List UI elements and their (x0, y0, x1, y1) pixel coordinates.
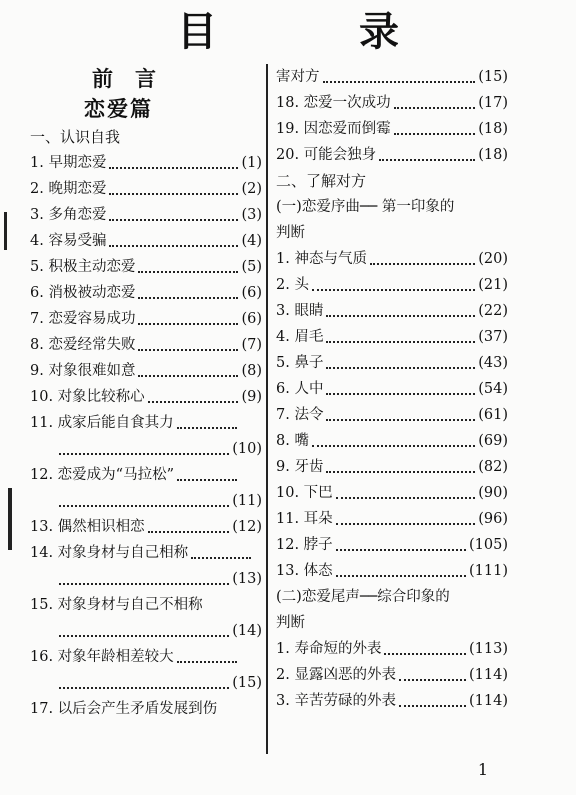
toc-entry-continuation[interactable] (276, 64, 508, 90)
toc-entry[interactable] (276, 454, 508, 480)
leader-dots (109, 244, 238, 247)
toc-entry[interactable] (30, 358, 262, 384)
toc-entry[interactable] (276, 688, 508, 714)
toc-entry-title: 2. 晚期恋爱 (30, 181, 107, 197)
toc-entry-page: (113) (469, 641, 508, 657)
leader-dots (399, 704, 466, 707)
toc-entry-title: 12. 脖子 (276, 537, 333, 553)
toc-entry-page: (96) (478, 511, 508, 527)
leader-dots (177, 426, 237, 429)
toc-entry[interactable] (30, 410, 262, 436)
leader-dots (191, 556, 251, 559)
leader-dots (59, 504, 229, 507)
toc-entry-page: (43) (478, 355, 508, 371)
toc-entry-page: (61) (478, 407, 508, 423)
leader-dots (138, 374, 238, 377)
subsection-first-impression: (一)恋爱序曲── 第一印象的 (276, 199, 455, 215)
toc-entry-page: (21) (478, 277, 508, 293)
toc-entry-title: 12. 恋爱成为“马拉松” (30, 467, 174, 483)
leader-dots (326, 470, 475, 473)
toc-entry[interactable] (30, 202, 262, 228)
toc-entry-title: 3. 多角恋爱 (30, 207, 107, 223)
toc-entry-page: (20) (478, 251, 508, 267)
toc-entry-title: 8. 恋爱经常失败 (30, 337, 136, 353)
leader-dots (336, 496, 476, 499)
leader-dots (59, 686, 229, 689)
scan-mark (4, 212, 7, 250)
toc-entry-title: 15. 对象身材与自己不相称 (30, 597, 203, 613)
leader-dots (177, 660, 237, 663)
toc-entry[interactable] (30, 514, 262, 540)
toc-entry[interactable] (30, 280, 262, 306)
toc-entry-page: (9) (241, 389, 262, 405)
toc-entries-left (30, 150, 262, 722)
toc-entry[interactable] (276, 506, 508, 532)
toc-entry-page: (1) (241, 155, 262, 171)
toc-entry-title: 1. 早期恋爱 (30, 155, 107, 171)
toc-entry-page: (111) (469, 563, 508, 579)
leader-dots (336, 574, 466, 577)
toc-entry-title: 20. 可能会独身 (276, 147, 377, 163)
toc-right-column (276, 64, 508, 714)
toc-entry[interactable] (30, 150, 262, 176)
leader-dots (138, 322, 238, 325)
leader-dots (326, 366, 475, 369)
page-number: 1 (477, 760, 488, 779)
toc-entry-title: 7. 恋爱容易成功 (30, 311, 136, 327)
toc-entry-continuation-line[interactable] (30, 618, 262, 644)
toc-entry[interactable] (276, 324, 508, 350)
toc-entry-page: (6) (241, 285, 262, 301)
section-know-yourself: 一、认识自我 (30, 128, 121, 146)
toc-entry-title: 3. 眼睛 (276, 303, 324, 319)
leader-dots (379, 158, 475, 161)
leader-dots (384, 652, 466, 655)
toc-entry-page: (17) (478, 95, 508, 111)
toc-entry-page: (14) (232, 623, 262, 639)
toc-entry[interactable] (30, 540, 262, 566)
toc-entry-page: (90) (478, 485, 508, 501)
leader-dots (109, 192, 238, 195)
toc-entry-title: 7. 法令 (276, 407, 324, 423)
leader-dots (138, 296, 238, 299)
leader-dots (148, 400, 239, 403)
toc-entry-title: 6. 消极被动恋爱 (30, 285, 136, 301)
subsection-first-impression-cont: 判断 (276, 225, 305, 241)
toc-entry-page: (3) (241, 207, 262, 223)
toc-entry[interactable] (276, 116, 508, 142)
toc-entry[interactable] (30, 332, 262, 358)
toc-entry[interactable] (30, 644, 262, 670)
leader-dots (336, 548, 466, 551)
leader-dots (148, 530, 230, 533)
toc-entry[interactable] (276, 142, 508, 168)
toc-entry[interactable] (30, 462, 262, 488)
toc-entry-title: 13. 偶然相识相恋 (30, 519, 145, 535)
toc-entry-continuation-line[interactable] (30, 488, 262, 514)
toc-entry-page: (114) (469, 693, 508, 709)
toc-entry-title: 11. 成家后能自食其力 (30, 415, 174, 431)
heading-love-chapter: 恋爱篇 (84, 97, 153, 121)
leader-dots (177, 478, 237, 481)
leader-dots (394, 106, 476, 109)
toc-entry[interactable] (276, 662, 508, 688)
toc-entry-title: 5. 积极主动恋爱 (30, 259, 136, 275)
toc-entry-continuation-line[interactable] (30, 566, 262, 592)
toc-entry[interactable] (276, 636, 508, 662)
toc-entry-page: (6) (241, 311, 262, 327)
toc-entries-right-a (276, 90, 508, 168)
toc-entry-title: 9. 牙齿 (276, 459, 324, 475)
leader-dots (326, 340, 475, 343)
section-know-partner: 二、了解对方 (276, 172, 367, 190)
toc-entry[interactable] (30, 176, 262, 202)
toc-entry-title: 8. 嘴 (276, 433, 309, 449)
toc-entry-title: 10. 下巴 (276, 485, 333, 501)
leader-dots (312, 444, 475, 447)
subsection-overall-impression-cont: 判断 (276, 615, 305, 631)
toc-entry-page: (54) (478, 381, 508, 397)
toc-entry-page: (11) (232, 493, 262, 509)
toc-entry[interactable] (30, 592, 262, 618)
toc-entry-page: (18) (478, 147, 508, 163)
heading-foreword-char-1: 前 (92, 67, 115, 91)
toc-entry-page: (22) (478, 303, 508, 319)
toc-entry-page: (2) (241, 181, 262, 197)
toc-entry[interactable] (30, 306, 262, 332)
toc-entries-right-c (276, 636, 508, 714)
toc-entry[interactable] (276, 376, 508, 402)
toc-entry-page: (15) (232, 675, 262, 691)
toc-entry-page: (69) (478, 433, 508, 449)
toc-entry-title: 9. 对象很难如意 (30, 363, 136, 379)
toc-entry[interactable] (276, 558, 508, 584)
heading-foreword-char-2: 言 (135, 67, 158, 91)
leader-dots (326, 392, 475, 395)
leader-dots (138, 348, 238, 351)
toc-entry-title: 4. 眉毛 (276, 329, 324, 345)
toc-entry[interactable] (30, 384, 262, 410)
toc-entry-page: (7) (241, 337, 262, 353)
toc-entry-title: 11. 耳朵 (276, 511, 333, 527)
toc-entry-page: (18) (478, 121, 508, 137)
leader-dots (323, 80, 476, 83)
toc-entry-title: 2. 显露凶恶的外表 (276, 667, 396, 683)
toc-entry[interactable] (276, 272, 508, 298)
toc-entry[interactable] (276, 298, 508, 324)
toc-entry-title: 17. 以后会产生矛盾发展到伤 (30, 701, 218, 717)
scan-mark (8, 488, 12, 550)
toc-entry-title: 1. 寿命短的外表 (276, 641, 382, 657)
leader-dots (312, 288, 475, 291)
toc-entry-page: (5) (241, 259, 262, 275)
subsection-overall-impression: (二)恋爱尾声──综合印象的 (276, 589, 450, 605)
toc-entry-page: (114) (469, 667, 508, 683)
toc-entry-title: 3. 辛苦劳碌的外表 (276, 693, 396, 709)
toc-entry-title: 2. 头 (276, 277, 309, 293)
toc-entry-title: 16. 对象年龄相差较大 (30, 649, 174, 665)
toc-entry-title: 1. 神态与气质 (276, 251, 367, 267)
leader-dots (59, 634, 229, 637)
toc-entry[interactable] (276, 480, 508, 506)
leader-dots (109, 218, 238, 221)
leader-dots (399, 678, 466, 681)
leader-dots (326, 314, 475, 317)
toc-entry[interactable] (30, 228, 262, 254)
leader-dots (336, 522, 476, 525)
leader-dots (326, 418, 475, 421)
toc-left-column (30, 64, 262, 722)
toc-entry-page: (10) (232, 441, 262, 457)
toc-entry-page: (82) (478, 459, 508, 475)
leader-dots (109, 166, 238, 169)
column-divider (266, 64, 268, 754)
toc-entry[interactable] (276, 428, 508, 454)
toc-entry-page: (13) (232, 571, 262, 587)
toc-entry-title: 10. 对象比较称心 (30, 389, 145, 405)
toc-entry[interactable] (276, 402, 508, 428)
toc-entry-title: 害对方 (276, 69, 320, 85)
leader-dots (370, 262, 475, 265)
leader-dots (59, 582, 229, 585)
toc-entry-page: (37) (478, 329, 508, 345)
toc-entry-page: (15) (478, 69, 508, 85)
toc-entry-page: (4) (241, 233, 262, 249)
toc-entry-title: 4. 容易受骗 (30, 233, 107, 249)
toc-entry-page: (12) (232, 519, 262, 535)
toc-entry[interactable] (276, 532, 508, 558)
toc-entry-title: 14. 对象身材与自己相称 (30, 545, 189, 561)
toc-entry-continuation-line[interactable] (30, 436, 262, 462)
toc-entry[interactable] (276, 90, 508, 116)
toc-entry-title: 6. 人中 (276, 381, 324, 397)
toc-entry[interactable] (276, 246, 508, 272)
toc-entry-page: (8) (241, 363, 262, 379)
toc-entry[interactable] (30, 254, 262, 280)
toc-entry-title: 19. 因恋爱而倒霉 (276, 121, 391, 137)
toc-entry[interactable] (276, 350, 508, 376)
toc-entry-title: 5. 鼻子 (276, 355, 324, 371)
toc-entry-title: 13. 体态 (276, 563, 333, 579)
page-title: 目 录 (177, 9, 463, 55)
toc-entry-page: (105) (469, 537, 508, 553)
toc-entries-right-b (276, 246, 508, 584)
toc-entry[interactable] (30, 696, 262, 722)
leader-dots (59, 452, 229, 455)
toc-entry-title: 18. 恋爱一次成功 (276, 95, 391, 111)
leader-dots (138, 270, 238, 273)
heading-foreword (92, 64, 262, 94)
leader-dots (394, 132, 476, 135)
toc-entry-continuation-line[interactable] (30, 670, 262, 696)
